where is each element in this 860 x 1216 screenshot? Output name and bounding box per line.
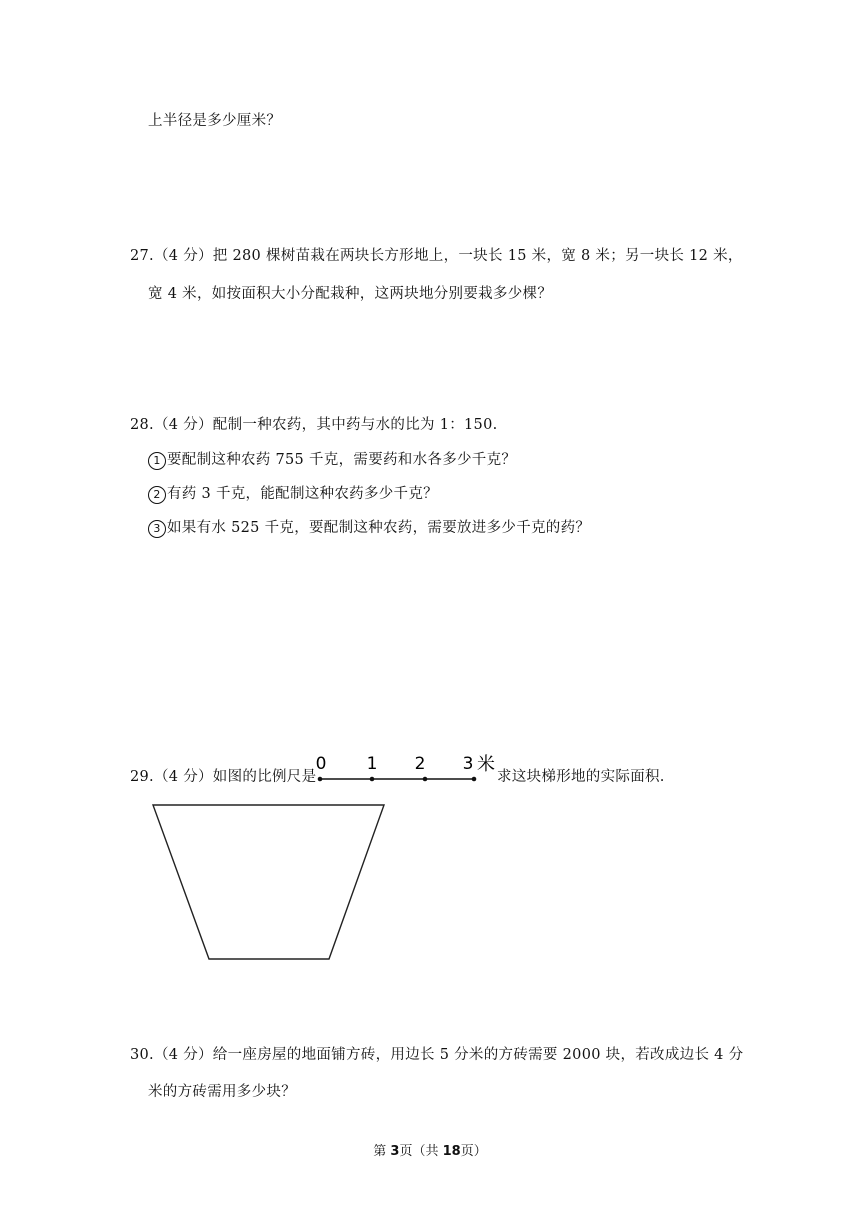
q26-tail-text: 上半径是多少厘米？ xyxy=(148,113,282,129)
scale-label-3: 3 xyxy=(462,754,474,774)
scale-tick-dot xyxy=(370,777,375,782)
q28-item-3 xyxy=(148,518,590,538)
trapezoid-shape xyxy=(153,805,384,959)
scale-unit: 米 xyxy=(477,754,495,775)
q28-item-2-text: 有药 3 千克，能配制这种农药多少千克？ xyxy=(167,486,438,502)
scale-label-1: 1 xyxy=(366,754,378,774)
q28-item-3-text: 如果有水 525 千克，要配制这种农药，需要放进多少千克的药？ xyxy=(167,520,591,536)
q28-item-1-text: 要配制这种农药 755 千克，需要药和水各多少千克？ xyxy=(167,452,517,468)
footer-page-number: 3 xyxy=(390,1144,400,1159)
scale-label-2: 2 xyxy=(414,754,426,774)
page-footer xyxy=(0,1140,860,1159)
scale-tick-dot xyxy=(318,777,323,782)
q27-line1: 27.（4 分）把 280 棵树苗栽在两块长方形地上，一块长 15 米，宽 8 米；另一块长 12 米， xyxy=(130,248,743,264)
q28-item-2 xyxy=(148,484,438,504)
scale-tick-dot xyxy=(423,777,428,782)
footer-total-pages: 18 xyxy=(442,1144,461,1159)
scale-tick-dot xyxy=(472,777,477,782)
circled-number: 1 xyxy=(148,452,166,470)
q28-stem: 28.（4 分）配制一种农药，其中药与水的比为 1：150. xyxy=(130,417,498,433)
footer-post: 页） xyxy=(460,1144,487,1159)
q29-prefix: 29.（4 分）如图的比例尺是 xyxy=(130,769,317,785)
scale-label-0: 0 xyxy=(316,754,327,774)
scale-bar-figure xyxy=(316,752,500,786)
circled-number: 3 xyxy=(148,520,166,538)
q30-line1: 30.（4 分）给一座房屋的地面铺方砖，用边长 5 分米的方砖需要 2000 块，若改成边长 4 分 xyxy=(130,1047,744,1063)
circled-number: 2 xyxy=(148,486,166,504)
q27-line2: 宽 4 米，如按面积大小分配栽种，这两块地分别要栽多少棵？ xyxy=(148,286,553,302)
q28-item-1 xyxy=(148,450,516,470)
q29-suffix: 求这块梯形地的实际面积. xyxy=(497,769,665,785)
footer-mid: 页（共 xyxy=(399,1144,443,1159)
trapezoid-figure xyxy=(150,802,390,964)
footer-pre: 第 xyxy=(373,1144,391,1159)
q30-line2: 米的方砖需用多少块？ xyxy=(148,1084,296,1100)
